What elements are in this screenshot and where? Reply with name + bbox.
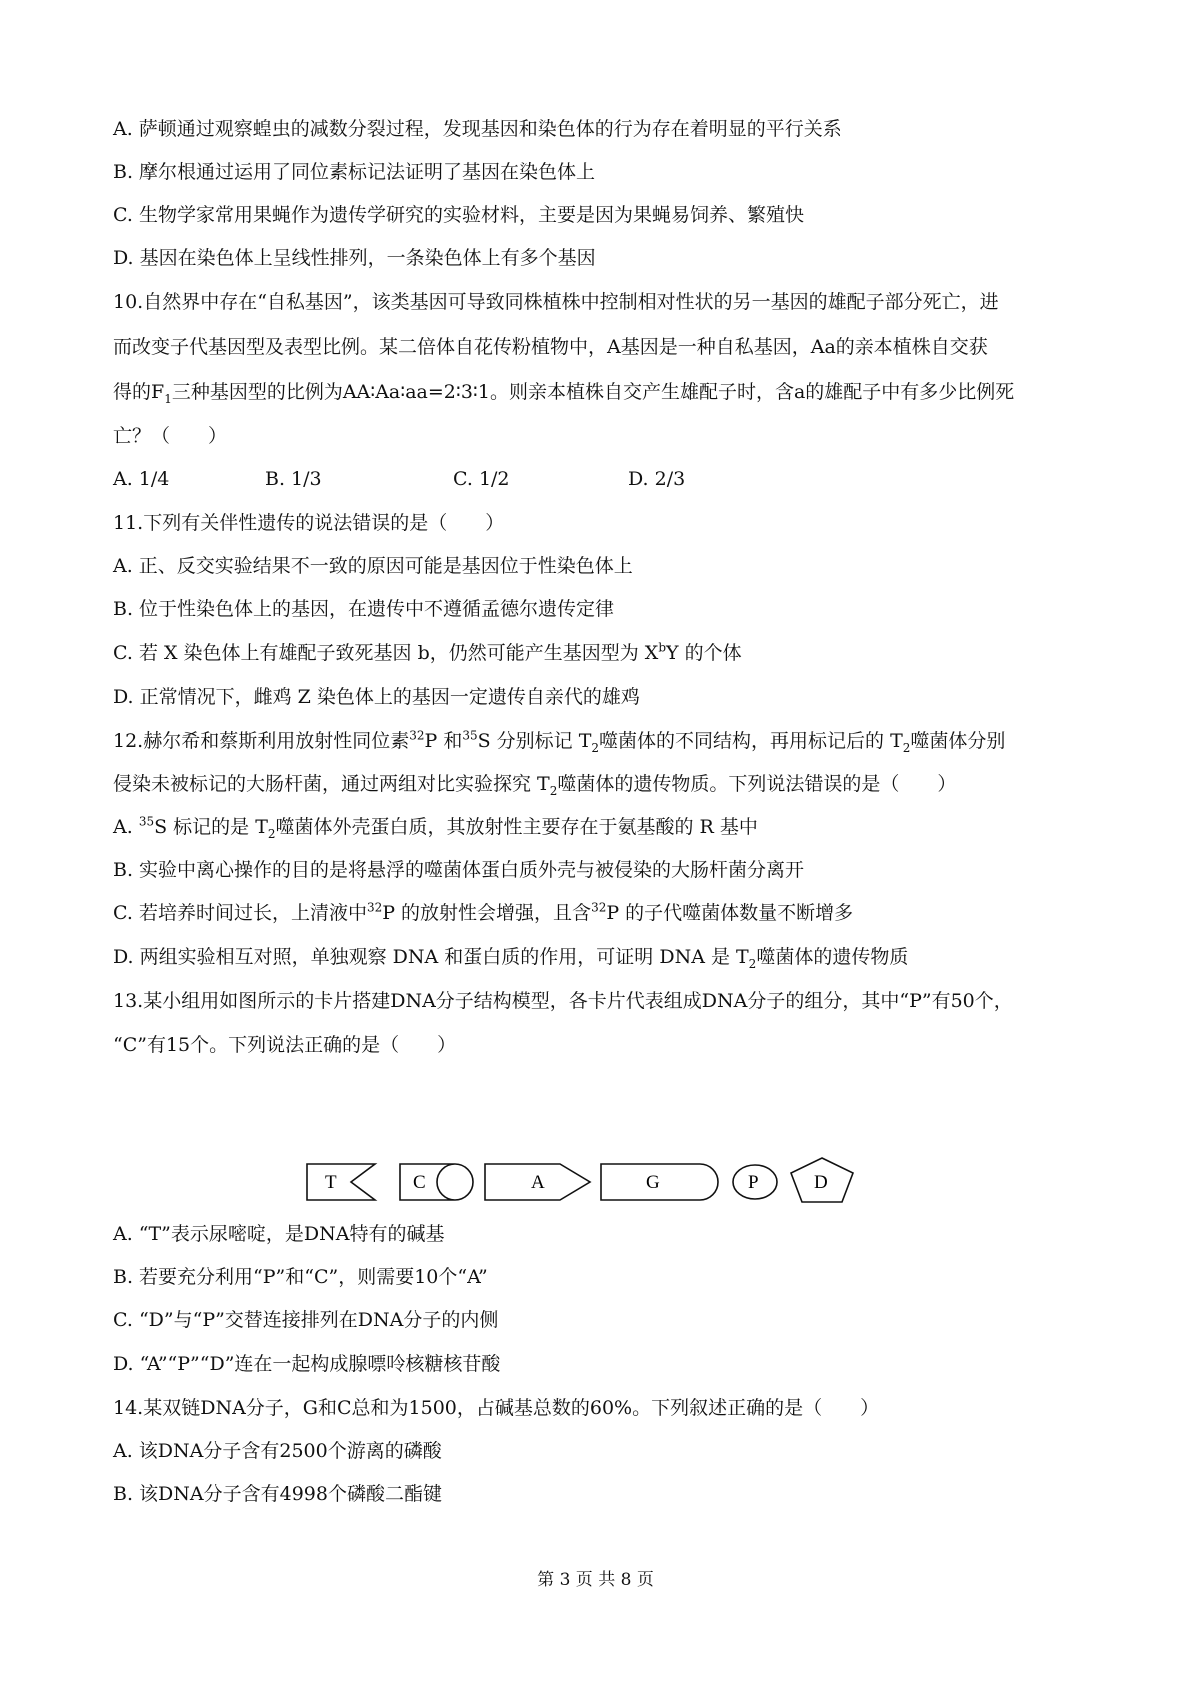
- q12-subscript: 2: [902, 740, 911, 755]
- q12-text: P 的子代噬菌体数量不断增多: [606, 902, 854, 924]
- q12-text: S 分别标记 T: [477, 730, 592, 752]
- q13-option-b: B. 若要充分利用“P”和“C”，则需要10个“A”: [113, 1266, 488, 1288]
- q12-text: 噬菌体分别: [910, 730, 1006, 752]
- q11-option-b: B. 位于性染色体上的基因，在遗传中不遵循孟德尔遗传定律: [113, 598, 615, 620]
- q12-subscript: 2: [748, 956, 757, 971]
- q9-option-d: D. 基因在染色体上呈线性排列，一条染色体上有多个基因: [113, 247, 596, 269]
- card-t-shape: [307, 1164, 375, 1200]
- q12-text: 侵染未被标记的大肠杆菌，通过两组对比实验探究 T: [113, 773, 550, 795]
- q12-text: C. 若培养时间过长，上清液中: [113, 902, 367, 924]
- q12-superscript: 35: [138, 814, 155, 829]
- card-c-shape: [400, 1164, 455, 1200]
- q10-subscript: 1: [164, 391, 172, 406]
- q12-text: A.: [113, 816, 139, 838]
- q12-stem-line1: [113, 728, 1005, 754]
- q10-option-c: C. 1/2: [453, 468, 510, 490]
- q12-text: 噬菌体的不同结构，再用标记后的 T: [599, 730, 903, 752]
- q13-option-c: C. “D”与“P”交替连接排列在DNA分子的内侧: [113, 1309, 499, 1331]
- q14-option-a: A. 该DNA分子含有2500个游离的磷酸: [113, 1440, 442, 1462]
- q10-text: 得的F: [113, 381, 165, 403]
- q10-text: 三种基因型的比例为AA∶Aa∶aa=2∶3∶1。则亲本植株自交产生雄配子时，含a的雄配子中有多少比例死: [171, 381, 1015, 403]
- q14-option-b: B. 该DNA分子含有4998个磷酸二酯键: [113, 1483, 442, 1505]
- q10-option-b: B. 1/3: [265, 468, 322, 490]
- q11-option-c: [113, 640, 742, 666]
- q11-text: C. 若 X 染色体上有雄配子致死基因 b，仍然可能产生基因型为 X: [113, 642, 659, 664]
- q14-stem: 14.某双链DNA分子，G和C总和为1500，占碱基总数的60%。下列叙述正确的是（ ）: [113, 1397, 880, 1419]
- q12-text: 12.赫尔希和蔡斯利用放射性同位素: [113, 730, 410, 752]
- q12-option-d: [113, 944, 908, 970]
- q12-subscript: 2: [267, 826, 276, 841]
- q12-option-c: [113, 900, 853, 926]
- q10-stem-line1: 10.自然界中存在“自私基因”，该类基因可导致同株植株中控制相对性状的另一基因的雄配子部分死亡，进: [113, 291, 999, 313]
- q10-stem-line2: 而改变子代基因型及表型比例。某二倍体自花传粉植物中，A基因是一种自私基因，Aa的亲本植株自交获: [113, 336, 988, 358]
- q11-superscript: b: [658, 640, 667, 655]
- card-a-label: A: [531, 1172, 545, 1193]
- q12-option-a: [113, 814, 758, 840]
- q12-subscript: 2: [591, 740, 600, 755]
- q12-option-b: B. 实验中离心操作的目的是将悬浮的噬菌体蛋白质外壳与被侵染的大肠杆菌分离开: [113, 859, 805, 881]
- q12-text: 噬菌体外壳蛋白质，其放射性主要存在于氨基酸的 R 基中: [275, 816, 758, 838]
- q12-superscript: 32: [591, 900, 607, 915]
- page-footer: 第 3 页 共 8 页: [537, 1570, 654, 1590]
- q12-text: 噬菌体的遗传物质。下列说法错误的是（ ）: [557, 773, 957, 795]
- card-c-label: C: [413, 1172, 426, 1193]
- dna-cards-figure: [305, 1156, 905, 1206]
- q13-option-d: D. “A”“P”“D”连在一起构成腺嘌呤核糖核苷酸: [113, 1353, 501, 1375]
- q11-text: Y 的个体: [666, 642, 742, 664]
- q10-stem-line3: [113, 379, 1014, 405]
- q10-options: [113, 466, 685, 492]
- q13-stem-line1: 13.某小组用如图所示的卡片搭建DNA分子结构模型，各卡片代表组成DNA分子的组分，其中“P”有50个，: [113, 990, 1013, 1012]
- q11-option-a: A. 正、反交实验结果不一致的原因可能是基因位于性染色体上: [113, 555, 633, 577]
- q12-superscript: 35: [462, 728, 478, 743]
- q10-option-d: D. 2/3: [628, 468, 686, 490]
- q10-option-a: A. 1/4: [113, 468, 170, 490]
- q10-stem-line4: 亡？（ ）: [113, 425, 228, 447]
- q12-text: P 和: [424, 730, 463, 752]
- q12-stem-line2: [113, 771, 956, 797]
- q9-option-a: A. 萨顿通过观察蝗虫的减数分裂过程，发现基因和染色体的行为存在着明显的平行关系: [113, 118, 842, 140]
- card-c-curve: [455, 1164, 473, 1200]
- card-g-label: G: [646, 1172, 660, 1193]
- q12-subscript: 2: [549, 783, 558, 798]
- q12-text: D. 两组实验相互对照，单独观察 DNA 和蛋白质的作用，可证明 DNA 是 T: [113, 946, 749, 968]
- q9-option-b: B. 摩尔根通过运用了同位素标记法证明了基因在染色体上: [113, 161, 596, 183]
- card-t-label: T: [325, 1172, 337, 1193]
- card-d-label: D: [814, 1172, 828, 1193]
- q13-option-a: A. “T”表示尿嘧啶，是DNA特有的碱基: [113, 1223, 445, 1245]
- q13-stem-line2: “C”有15个。下列说法正确的是（ ）: [113, 1034, 457, 1056]
- q9-option-c: C. 生物学家常用果蝇作为遗传学研究的实验材料，主要是因为果蝇易饲养、繁殖快: [113, 204, 804, 226]
- q12-superscript: 32: [409, 728, 425, 743]
- q11-option-d: D. 正常情况下，雌鸡 Z 染色体上的基因一定遗传自亲代的雄鸡: [113, 686, 640, 708]
- q12-text: S 标记的是 T: [154, 816, 268, 838]
- q11-stem: 11.下列有关伴性遗传的说法错误的是（ ）: [113, 512, 505, 534]
- q12-text: P 的放射性会增强，且含: [382, 902, 592, 924]
- q12-superscript: 32: [366, 900, 383, 915]
- card-p-label: P: [748, 1172, 759, 1193]
- q12-text: 噬菌体的遗传物质: [756, 946, 909, 968]
